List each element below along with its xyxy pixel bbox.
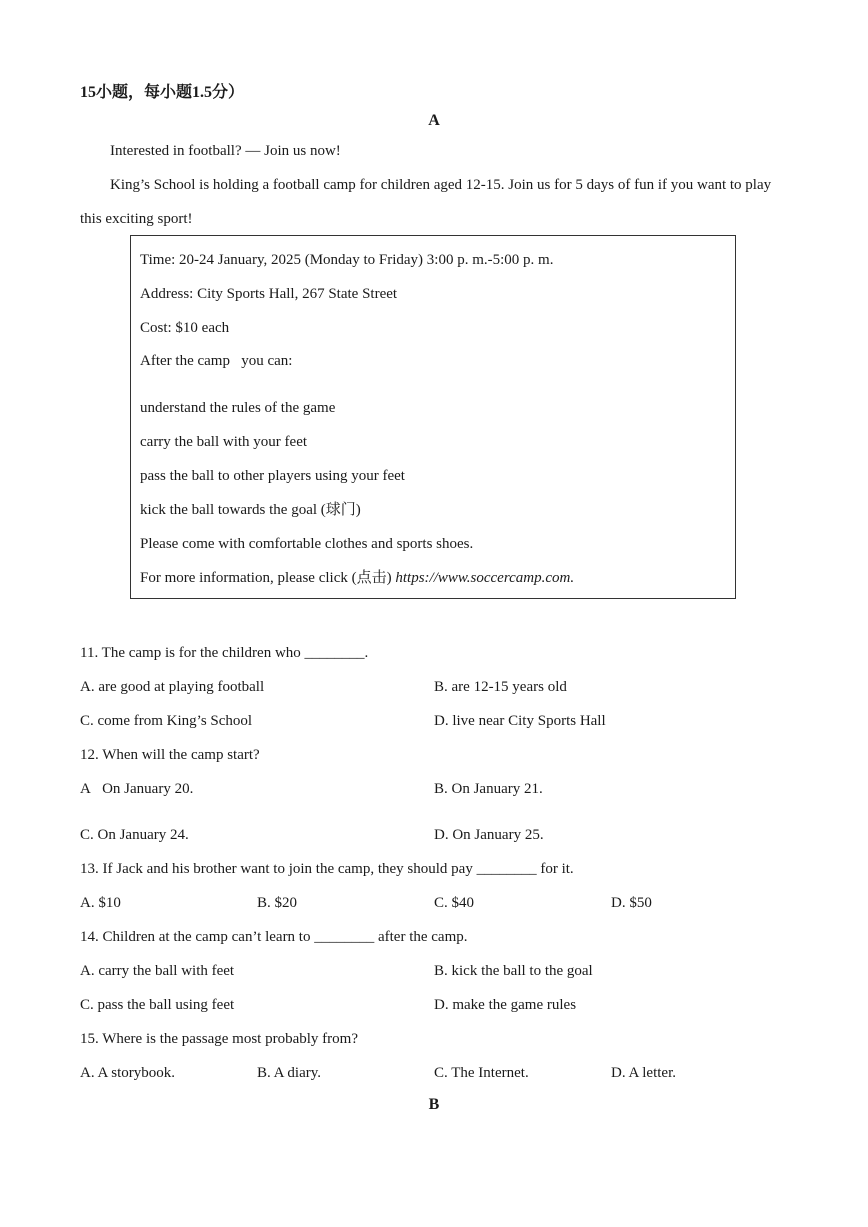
notice-clothes: Please come with comfortable clothes and sports shoes. — [140, 536, 474, 552]
notice-skill: kick the ball towards the goal (球门) — [140, 502, 361, 518]
section-b-label: B — [428, 1096, 440, 1113]
part-heading: 15小题，每小题1.5分） — [80, 84, 245, 101]
q15-option-b[interactable]: B. A diary. — [257, 1065, 322, 1081]
question-12: 12. When will the camp start? — [80, 747, 260, 763]
q14-option-c[interactable]: C. pass the ball using feet — [80, 997, 235, 1013]
q13-option-c[interactable]: C. $40 — [434, 895, 475, 911]
q12-option-c[interactable]: C. On January 24. — [80, 827, 189, 843]
q15-option-d[interactable]: D. A letter. — [611, 1065, 676, 1081]
notice-cost: Cost: $10 each — [140, 320, 230, 336]
notice-skill: understand the rules of the game — [140, 400, 336, 416]
q15-option-c[interactable]: C. The Internet. — [434, 1065, 529, 1081]
q14-option-a[interactable]: A. carry the ball with feet — [80, 963, 235, 979]
notice-skill: carry the ball with your feet — [140, 434, 308, 450]
q11-option-b[interactable]: B. are 12-15 years old — [434, 679, 567, 695]
q14-option-d[interactable]: D. make the game rules — [434, 997, 577, 1013]
q11-option-d[interactable]: D. live near City Sports Hall — [434, 713, 606, 729]
intro-line-3: this exciting sport! — [80, 211, 193, 227]
q14-option-b[interactable]: B. kick the ball to the goal — [434, 963, 593, 979]
question-13: 13. If Jack and his brother want to join the camp, they should pay ________ for it. — [80, 861, 574, 877]
q15-option-a[interactable]: A. A storybook. — [80, 1065, 176, 1081]
q13-option-a[interactable]: A. $10 — [80, 895, 121, 911]
notice-after-camp: After the camp you can: — [140, 353, 293, 369]
q13-option-b[interactable]: B. $20 — [257, 895, 298, 911]
q11-option-c[interactable]: C. come from King’s School — [80, 713, 253, 729]
notice-address: Address: City Sports Hall, 267 State Street — [140, 286, 398, 302]
notice-more-info — [140, 569, 574, 587]
q12-option-b[interactable]: B. On January 21. — [434, 781, 543, 797]
camp-website-link[interactable]: https://www.soccercamp.com. — [395, 570, 575, 586]
section-a-label: A — [428, 112, 440, 129]
q12-option-a[interactable]: A On January 20. — [80, 781, 194, 797]
q12-option-d[interactable]: D. On January 25. — [434, 827, 544, 843]
q11-option-a[interactable]: A. are good at playing football — [80, 679, 265, 695]
question-11: 11. The camp is for the children who ________. — [80, 645, 369, 661]
intro-line-2: King’s School is holding a football camp for children aged 12-15. Join us for 5 days of fun if you want to play — [110, 177, 772, 193]
question-14: 14. Children at the camp can’t learn to ________ after the camp. — [80, 929, 468, 945]
intro-line-1: Interested in football? — Join us now! — [110, 143, 341, 159]
camp-notice-box — [130, 235, 736, 599]
more-info-text: For more information, please click (点击) — [140, 570, 396, 586]
question-15: 15. Where is the passage most probably from? — [80, 1031, 358, 1047]
q13-option-d[interactable]: D. $50 — [611, 895, 652, 911]
notice-time: Time: 20-24 January, 2025 (Monday to Friday) 3:00 p. m.-5:00 p. m. — [140, 252, 554, 268]
notice-skill: pass the ball to other players using your feet — [140, 468, 405, 484]
